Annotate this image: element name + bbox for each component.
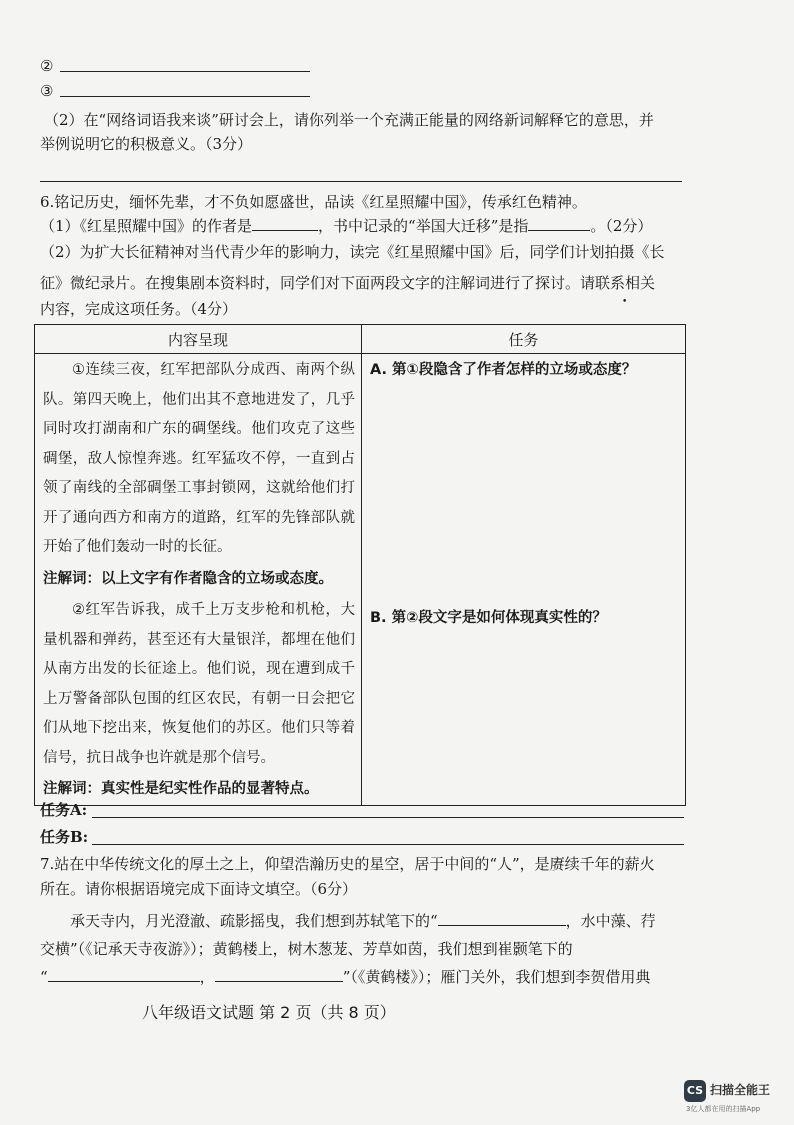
- q6-part2-line2: [40, 272, 655, 294]
- poem-blank-2: [48, 967, 200, 982]
- q7-line3a: 承天寺内，月光澄澈、疏影摇曳，我们想到苏轼笔下的“: [70, 912, 438, 930]
- task-b-question: B. 第②段文字是如何体现真实性的？: [370, 610, 607, 626]
- item-2-marker: ②: [40, 57, 54, 75]
- q7-line2: 所在。请你根据语境完成下面诗文填空。（6分）: [40, 880, 358, 898]
- q6-part1-b: ，书中记录的“举国大迁移”是指: [318, 217, 529, 235]
- q6-intro: 6.铭记历史，缅怀先辈，才不负如愿盛世，品读《红星照耀中国》，传承红色精神。: [40, 193, 587, 211]
- scanner-logo-icon: CS: [684, 1080, 706, 1102]
- content-para-1: ①连续三夜，红军把部队分成西、南两个纵队。第四天晚上，他们出其不意地进发了，几乎同时攻打湖南和广东的碉堡线。他们攻克了这些碉堡，敌人惊惶奔逃。红军猛攻不停，一直到占领了南线的全部碉堡工事封锁网，这就给他们打开了通向西方和南方的道路，红军的先锋部队就开始了他们轰动一时的长征。: [43, 362, 355, 555]
- q6-part2-line2a: 征》微纪录片。在搜集剧本资料时，同学们对下面两段文字的注解词进行了探讨。请: [40, 274, 596, 292]
- task-cell: [362, 354, 686, 806]
- task-table: [34, 324, 686, 806]
- q5-part2-line2: 举例说明它的积极意义。（3分）: [40, 135, 253, 153]
- poem-blank-1: [438, 911, 566, 926]
- page-footer: 八年级语文试题 第 2 页（共 8 页）: [142, 1003, 396, 1022]
- q5-part2-line1: （2）在“网络词语我来谈”研讨会上，请你列举一个充满正能量的网络新词解释它的意思，并: [44, 111, 654, 129]
- q7-line5c: ”（《黄鹤楼》）；雁门关外，我们想到李贺借用典: [342, 968, 651, 986]
- q6-emphasis: 联系相关: [595, 274, 656, 292]
- item-3-marker: ③: [40, 82, 54, 100]
- header-task: 任务: [362, 325, 686, 354]
- q7-line5a: “: [40, 968, 48, 986]
- q7-line3: [70, 910, 656, 932]
- answer-line-3: [60, 96, 310, 97]
- task-b-label: 任务B:: [40, 828, 89, 846]
- q6-part1: [40, 215, 652, 237]
- q6-part2-line1: （2）为扩大长征精神对当代青少年的影响力，读完《红星照耀中国》后，同学们计划拍摄《长: [40, 243, 665, 261]
- content-cell: [35, 354, 362, 806]
- migration-blank: [528, 216, 590, 231]
- q7-line5: [40, 966, 650, 988]
- note-2: 注解词：真实性是纪实性作品的显著特点。: [43, 781, 319, 797]
- header-content: 内容呈现: [35, 325, 362, 354]
- task-b-answer-line: [92, 844, 684, 845]
- content-para-2: ②红军告诉我，成千上万支步枪和机枪，大量机器和弹药，甚至还有大量银洋，都埋在他们从南方出发的长征途上。他们说，现在遭到成千上万警备部队包围的红区农民，有朝一日会把它们从地下挖出来，恢复他们的苏区。他们只等着信号，抗日战争也许就是那个信号。: [43, 602, 355, 766]
- q6-part1-a: （1）《红星照耀中国》的作者是: [40, 217, 253, 235]
- answer-line-2: [60, 71, 310, 72]
- q7-line3b: ，水中藻、荇: [565, 912, 656, 930]
- q7-line4: 交横”（《记承天寺夜游》）；黄鹤楼上，树木葱茏、芳草如茵，我们想到崔颢笔下的: [40, 940, 573, 958]
- q5-answer-line: [40, 181, 682, 182]
- poem-blank-3: [215, 967, 343, 982]
- q6-part2-line3: 内容，完成这项任务。（4分）: [40, 300, 238, 318]
- q7-line5b: ，: [199, 968, 215, 986]
- scanner-app-name: 扫描全能王: [710, 1083, 771, 1097]
- task-a-answer-line: [92, 817, 684, 818]
- task-a-question: A. 第①段隐含了作者怎样的立场或态度？: [370, 362, 637, 378]
- author-blank: [252, 216, 318, 231]
- note-1: 注解词：以上文字有作者隐含的立场或态度。: [43, 570, 333, 587]
- task-a-label: 任务A:: [40, 801, 88, 819]
- q7-line1: 7.站在中华传统文化的厚土之上，仰望浩瀚历史的星空，居于中间的“人”，是赓续千年的薪火: [40, 855, 655, 873]
- q6-part1-c: 。（2分）: [590, 217, 653, 235]
- scanner-app-tagline: 3亿人都在用的扫描App: [686, 1105, 761, 1113]
